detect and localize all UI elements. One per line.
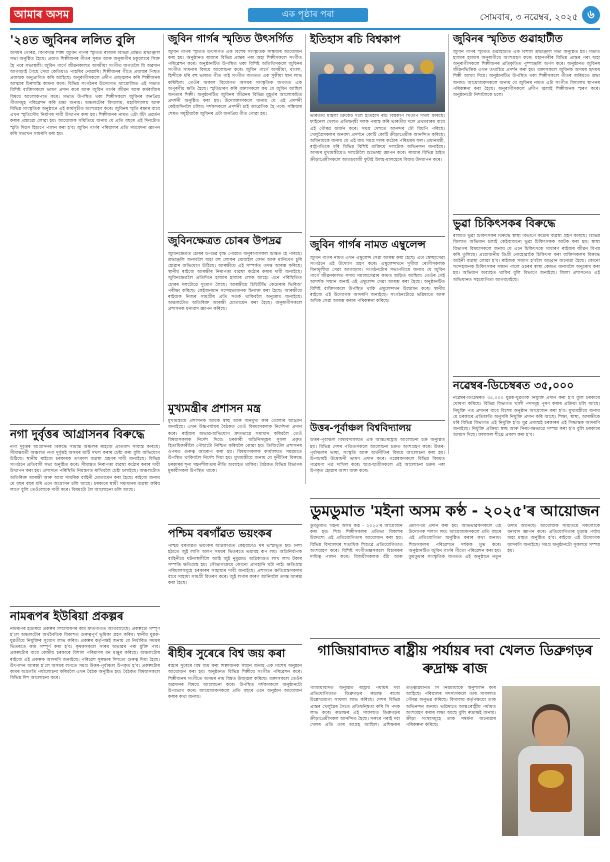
article-a5 xyxy=(453,218,600,370)
article-a12 xyxy=(10,610,160,853)
headline: ৰীহীৰ সুৰেৰে বিশ্ব জয় কৰা xyxy=(168,647,286,660)
headline: নামৰূপৰ ইউৰিয়া প্ৰকল্পৰ xyxy=(10,609,124,623)
headline: মুখ্যমন্ত্ৰীৰ প্ৰশাসন মন্ত্ৰ xyxy=(168,402,261,415)
column-divider xyxy=(448,34,449,454)
article-body: ৰাজ্যত ভুৱা চিকিৎসকৰ বিৰুদ্ধে স্বাস্থ্য বিভাগে কঠোৰ ব্যৱস্থা গ্ৰহণ কৰিছে। বিভিন্ন জিলাত অভিযান চলাই কেইবাজনো ভুৱা চিকিৎসকক আটক কৰা হয়। স্বাস্থ্য বিভাগৰ বিষয়াসকলে জনায় যে এনে চিকিৎসকে সাধাৰণ ৰাইজৰ জীৱন বিপন্ন কৰি তুলিছে। প্ৰয়োজনীয় ডিগ্ৰী নোহোৱাকৈ চিকিৎসা কৰা ব্যক্তিসকলৰ বিৰুদ্ধে আইনী ব্যৱস্থা লোৱা হ'ব। ৰাইজক সজাগ হ'বলৈ আহ্বান জনোৱা হৈছে। কোনো সন্দেহজনক চিকিৎসকৰ সন্ধান পালে ওচৰৰ স্বাস্থ্য কেন্দ্ৰত জনাবলৈ অনুৰোধ কৰা হয়। অভিযান অব্যাহত থাকিব বুলি বিভাগে জনাইছে। জিলা প্ৰশাসনেও এই অভিযানত সহযোগিতা আগবঢ়াইছে। xyxy=(453,234,600,283)
article-body: জুবিনক্ষেত্ৰত চোৰৰ উপদ্ৰৱ বৃদ্ধি পোৱাত অনুৰাগীসকল চিন্তিত হৈ পৰিছে। শ্ৰদ্ধাঞ্জলি জনাবলৈ অহা বহু লোকৰ মোবাইল ফোন আৰু মানিবেগ চুৰি হোৱাৰ অভিযোগ উঠিছে। আৰক্ষীয়ে এই সম্পৰ্কত তদন্ত আৰম্ভ কৰিছে। স্থানীয় ৰাইজে আৰক্ষীৰ নিৰাপত্তা ব্যৱস্থা কঠোৰ কৰাৰ দাবী জনাইছে। জুবিনক্ষেত্ৰলৈ প্ৰতিদিনে হাজাৰ হাজাৰ লোক আহে। এনে পৰিস্থিতিত চোৰৰ দলটোৱে সুযোগ লৈছে। আৰক্ষীয়ে চিচিটিভি কেমেৰাৰ ভিৰিঅ' পৰীক্ষা কৰিছে। কেইজনমান সন্দেহভাজনক চিনাক্ত কৰা হৈছে। আৰক্ষীয়ে ৰাইজক নিজৰ সামগ্ৰীৰ প্ৰতি সতৰ্ক থাকিবলৈ অনুৰোধ জনাইছে। অঞ্চলটোত অতিৰিক্ত আৰক্ষী মোতায়েন কৰা হৈছে। অনুৰাগীসকলে প্ৰশাসনক ধন্যবাদ জ্ঞাপন কৰিছে। xyxy=(168,251,302,313)
divider xyxy=(310,236,445,237)
column-divider xyxy=(305,34,306,484)
headline: ডুমডুমাত 'মইনা অসম কণ্ঠ - ২০২৫'ৰ আয়োজন xyxy=(310,502,600,520)
divider xyxy=(168,644,302,645)
article-body: উত্তৰ-পূৰ্বাঞ্চল বিশ্ববিদ্যালয়ত এক আন্তঃৰাষ্ট্ৰীয় আলোচনা চক্ৰ অনুষ্ঠিত হয়। বিভিন্ন দেশৰ পণ্ডিতসকলে আলোচনা চক্ৰত অংশগ্ৰহণ কৰে। উত্তৰ-পূৰ্বাঞ্চলৰ ভাষা, সংস্কৃতি আৰু অৰ্থনীতিৰ বিষয়ে আলোচনা কৰা হয়। উপাচাৰ্যই উদ্বোধনী ভাষণ প্ৰদান কৰে। গৱেষকসকলে বিভিন্ন বিষয়ত গৱেষণা পত্ৰ দাখিল কৰে। ছাত্ৰ-ছাত্ৰীসকলে এই আলোচনা চক্ৰৰ পৰা উপকৃত হোৱাৰ আশা ব্যক্ত কৰে। xyxy=(310,438,445,475)
headline: উত্তৰ-পূৰ্বাঞ্চল বিশ্ববিদ্যালয় xyxy=(310,423,412,434)
page-number: ৬ xyxy=(582,6,600,24)
divider xyxy=(10,424,160,425)
section-tag: এক পৃষ্ঠাৰ পৰা xyxy=(248,8,368,22)
divider xyxy=(168,232,302,233)
article-body: নৱেম্বৰ-ডিচেম্বৰত ৩৫,০০০ যুৱক-যুৱতীক নিযুক্তি প্ৰদান কৰা হ'ব বুলি চৰকাৰে ঘোষণা কৰিছে। বিভিন্ন বিভাগত খালী পদসমূহ পূৰণ কৰাৰ প্ৰক্ৰিয়া চলি আছে। নিযুক্তি পত্ৰ প্ৰদানৰ বাবে বিশেষ অনুষ্ঠান আয়োজন কৰা হ'ব। মুখ্যমন্ত্ৰীয়ে জনায় যে চৰকাৰে প্ৰতিশ্ৰুতি অনুসৰি নিযুক্তি প্ৰদান কৰি আছে। শিক্ষা, স্বাস্থ্য, আৰক্ষীকে ধৰি বিভিন্ন বিভাগত এই নিযুক্তি হ'ব। যুৱ প্ৰজন্মই চৰকাৰৰ এই সিদ্ধান্তক আদৰণি জনাইছে। নিযুক্তি প্ৰক্ৰিয়া স্বচ্ছ আৰু নিৰপেক্ষভাৱে সম্পন্ন কৰা হ'ব বুলি চৰকাৰে আশ্বাস দিছে। ফলাফল শীঘ্ৰে প্ৰকাশ কৰা হ'ব। xyxy=(453,396,600,439)
article-body: নামৰূপৰ ইউৰিয়া প্ৰকল্পৰ সম্প্ৰসাৰণৰ কাম দ্ৰুতগতিত আগবাঢ়িছে। প্ৰকল্পটো সম্পূৰ্ণ হ'লে অঞ্চলটোৰ অৰ্থনৈতিক বিকাশত গুৰুত্বপূৰ্ণ ভূমিকা গ্ৰহণ কৰিব। স্থানীয় যুৱক-যুৱতীয়ে নিযুক্তিৰ সুযোগ লাভ কৰিব। প্ৰকল্পৰ কৰ্তৃপক্ষই জনায় যে নিৰ্ধাৰিত সময়ৰ ভিতৰতে কাম সম্পূৰ্ণ কৰা হ'ব। কৃষকসকলে সাৰৰ অভাৱৰ পৰা মুক্তি পাব। প্ৰকল্পটোৰ বাবে কেন্দ্ৰীয় চৰকাৰে বিশাল পৰিমাণৰ ধন মঞ্জুৰ কৰিছে। অঞ্চলটোৰ ৰাইজে এই প্ৰকল্পক আদৰণি জনাইছে। পৰিৱেশ সুৰক্ষাৰ দিশতো গুৰুত্ব দিয়া হৈছে। উৎপাদন আৰম্ভ হ'লে অসমৰ লগতে সমগ্ৰ উত্তৰ-পূৰ্বাঞ্চল উপকৃত হ'ব। প্ৰকল্পটোৰ কামৰ অগ্ৰগতি পৰ্যালোচনা কৰিবলৈ এখন বৈঠক অনুষ্ঠিত হয়। বৈঠকত বিষয়াসকলে বিভিন্ন দিশ আলোচনা কৰে। xyxy=(10,626,160,682)
article-body: নগা দুৰ্বৃত্তৰ আগ্ৰাসনৰ বিৰুদ্ধে সীমান্ত অঞ্চলৰ ৰাইজে প্ৰতিবাদ সাব্যস্ত কৰিছে। সীমান্তবৰ্তী অঞ্চলত নগা দুৰ্বৃত্তই অসমৰ মাটি দখল কৰাৰ চেষ্টা কৰা বুলি অভিযোগ উঠিছে। স্থানীয় ৰাইজে চৰকাৰক তৎকাল ব্যৱস্থা গ্ৰহণৰ দাবী জনাইছে। বিভিন্ন সংগঠনে প্ৰতিবাদী সভা অনুষ্ঠিত কৰে। সীমান্তত নিৰাপত্তা ব্যৱস্থা কঠোৰ কৰাৰ দাবী উত্থাপন কৰা হয়। প্ৰশাসনে পৰিস্থিতি নিয়ন্ত্ৰণত ৰাখিবলৈ চেষ্টা চলাইছে। অঞ্চলটোত অতিৰিক্ত আৰক্ষী আৰু আধা সামৰিক বাহিনী মোতায়েন কৰা হৈছে। ৰাইজে জনায় যে বছৰ বছৰ ধৰি এনে আগ্ৰাসন চলি আছে। চৰকাৰে স্থায়ী সমাধানৰ ব্যৱস্থা কৰিব লাগে বুলি তেওঁলোকে দাবী কৰে। বিষয়টো লৈ আলোচনা চলি আছে। xyxy=(10,444,160,494)
divider xyxy=(168,524,302,525)
article-a7 xyxy=(310,240,445,416)
article-body: ৰীহীৰ সুৰেৰে বিশ্ব জয় কৰা শিল্পীজনক সন্মান জনাই এক বিশেষ অনুষ্ঠান আয়োজন কৰা হয়। অনুষ্ঠানত বিভিন্ন শিল্পীয়ে সংগীত পৰিৱেশন কৰে। শিল্পীজনৰ সংগীতে অসমৰ নাম বিশ্বত উজ্জ্বল কৰিছে। বক্তাসকলে তেওঁৰ অৱদানৰ বিষয়ে আলোচনা কৰে। উপস্থিত দৰ্শকসকলে অনুষ্ঠানটো উপভোগ কৰে। আয়োজকসকলে প্ৰতি বছৰে এনে অনুষ্ঠান আয়োজন কৰাৰ কথা জনায়। xyxy=(168,664,302,701)
column-divider xyxy=(163,34,164,422)
cricket-team-photo xyxy=(310,52,445,112)
headline: জুবিনৰ স্মৃতিত গুৱাহাটীত xyxy=(453,33,563,45)
chess-player-photo xyxy=(502,686,600,836)
article-a14 xyxy=(168,528,302,636)
article-a13 xyxy=(310,502,600,610)
newspaper-logo: আমাৰ অসম xyxy=(10,7,73,23)
article-a8 xyxy=(10,428,160,607)
article-body: জুবিন গাৰ্গৰ স্মৃতিত গুৱাহাটীত এক বিশাল শ্ৰদ্ধাঞ্জলি সভা অনুষ্ঠিত হয়। সভাত হাজাৰ হাজাৰ অনুৰাগীয়ে অংশগ্ৰহণ কৰে। মহানগৰীৰ বিভিন্ন প্ৰান্তৰ পৰা অহা অনুৰাগীসকলে শিল্পীজনৰ প্ৰতিকৃতিত পুষ্পাঞ্জলি অৰ্পণ কৰে। অনুষ্ঠানত জুবিনৰ জীৱনভিত্তিক এখন তথ্যচিত্ৰ প্ৰদৰ্শন কৰা হয়। বক্তাসকলে জুবিনক অসমৰ হৃদয়ৰ শিল্পী আখ্যা দিয়ে। অনুষ্ঠানটিত উপস্থিত থকা শিল্পীসকলে গীতৰ জৰিয়তে শ্ৰদ্ধা জনায়। আয়োজকসকলে জনায় যে জুবিনৰ নামত এটা সংগীত বিদ্যালয় স্থাপনৰ পৰিকল্পনা কৰা হৈছে। অনুৰাগীসকলে প্ৰদীপ জ্বলাই শিল্পীজনক স্মৰণ কৰে। অনুষ্ঠানটো নিশালৈকে চলে। xyxy=(453,49,600,98)
article-a15 xyxy=(310,642,600,729)
headline: জুবিনক্ষেত্ৰত চোৰৰ উপদ্ৰৱ xyxy=(168,235,282,247)
headline: ইতিহাস ৰচি বিশ্বকাপ xyxy=(310,33,401,46)
headline: নগা দুৰ্বৃত্তৰ আগ্ৰাসনৰ বিৰুদ্ধে xyxy=(10,427,145,441)
article-a3 xyxy=(310,34,445,230)
headline: পশ্চিম বৰগাঁৱত ভয়ংকৰ xyxy=(168,527,272,540)
article-body: ভাৰতীয় মহিলা ক্ৰিকেট দলে ইতিহাস ৰচি বিশ্বকাপ খিতাপ দখল কৰিছে। ফাইনেল খেলত প্ৰতিদ্বন্দ্বী দলক পৰাস্ত কৰি ভাৰতীয় দলে প্ৰথমবাৰৰ বাবে এই গৌৰৱ অৰ্জন কৰে। সমগ্ৰ দেশতে আনন্দৰ ঢৌ বিয়পি পৰিছে। খেলুৱৈসকলৰ অনবদ্য প্ৰদৰ্শনে কোটি কোটি ক্ৰীড়াপ্ৰেমীক আনন্দিত কৰিছে। অধিনায়কে জনায় যে এই জয় সমগ্ৰ দলৰ কঠোৰ পৰিশ্ৰমৰ ফল। প্ৰধানমন্ত্ৰী, ৰাষ্ট্ৰপতিকে ধৰি বিভিন্ন বিশিষ্ট ব্যক্তিয়ে দলটোক অভিনন্দন জনাইছে। অসমৰ মুখ্যমন্ত্ৰীয়েও দলটোলৈ শুভেচ্ছা জ্ঞাপন কৰে। ৰাজ্যৰ বিভিন্ন ঠাইত ক্ৰীড়াপ্ৰেমীসকলে আতচবাজী ফুটাই উলহ-মালহেৰে বিজয় উদযাপন কৰে। xyxy=(310,114,445,163)
divider xyxy=(453,376,600,377)
headline: জুবিন গাৰ্গৰ স্মৃতিত উৎসৰ্গিত xyxy=(168,33,293,45)
divider xyxy=(310,420,445,421)
article-body: অসমৰ গৌৰৱ, কিংবদন্তি শিল্পী জুবিন গাৰ্গৰ স্মৃতিত ৰাজ্যৰ বিভিন্ন প্ৰান্তত শ্ৰদ্ধাঞ্জলি সভা অনুষ্ঠিত হৈছে। প্ৰয়াত শিল্পীজনৰ গীতৰ সুৰত আৰু অনুৰাগীৰ চকুলোৰে সিক্ত হৈ পৰে সভাস্থলী। জুবিন গাৰ্গে জীৱনকালত অসমীয়া সংগীত জগতলৈ যি অৱদান আগবঢ়াই গৈছে সেয়া কেতিয়াও পাহৰিব নোৱাৰি। শিল্পীজনৰ গীতে প্ৰজন্মৰ পিছত প্ৰজন্মক অনুপ্ৰাণিত কৰি আহিছে। অনুৰাগীসকলে প্ৰদীপ প্ৰজ্জ্বলন কৰি শিল্পীজনৰ আত্মাৰ চিৰশান্তি কামনা কৰে। বিভিন্ন সংগঠনৰ উদ্যোগত আয়োজিত এই সভাত বিশিষ্ট ব্যক্তিসকলে ভাষণ প্ৰদান কৰে আৰু জুবিন গাৰ্গৰ জীৱন আৰু কৰ্মৰাজিৰ বিষয়ে আলোকপাত কৰে। সভাত উপস্থিত থকা শিল্পীসকলে জুবিনৰ জনপ্ৰিয় গীতসমূহ পৰিৱেশন কৰি শ্ৰদ্ধা জনায়। অঞ্চলটোৰ বিদ্যালয়, মহাবিদ্যালয় আৰু বিভিন্ন সাংস্কৃতিক অনুষ্ঠানে এই কাৰ্যসূচীত অংশগ্ৰহণ কৰে। জুবিনৰ স্মৃতি ৰক্ষাৰ বাবে এখন স্মৃতিসৌধ নিৰ্মাণৰ দাবী উত্থাপন কৰা হয়। শিল্পীজনৰ নামত এটা বঁটা প্ৰৱৰ্তন কৰাৰ প্ৰস্তাৱো লোৱা হয়। আয়োজক সমিতিয়ে জনায় যে প্ৰতি বছৰে এই দিনটোত স্মৃতি দিৱস হিচাপে পালন কৰা হ'ব। জুবিন গাৰ্গৰ পৰিয়ালৰ প্ৰতি সমবেদনা জ্ঞাপন কৰি সভাখন সামৰণি মৰা হয়। xyxy=(10,51,160,137)
article-a6 xyxy=(168,236,302,390)
article-body: জুবিন গাৰ্গৰ নামত এখন এম্বুলেন্স সেৱা আৰম্ভ কৰা হৈছে। এটা স্বেচ্ছাসেৱী সংগঠনে এই উদ্যোগ গ্ৰহণ কৰে। এম্বুলেন্সখনে দুখীয়া ৰোগীসকলক বিনামূলীয়া সেৱা আগবঢ়াব। সংগঠনটোৰ সভাপতিয়ে জনায় যে জুবিন গাৰ্গে জীৱনকালত সদায় সমাজসেৱাৰ কামত জড়িত আছিল। তেওঁৰ সেই আদৰ্শক সন্মান জনাই এই এম্বুলেন্স সেৱা আৰম্ভ কৰা হৈছে। অনুষ্ঠানটিত বিশিষ্ট ব্যক্তিসকলে উপস্থিত থাকি এম্বুলেন্সখন উদ্বোধন কৰে। স্থানীয় ৰাইজে এই উদ্যোগক আদৰণি জনাইছে। সংগঠনটোৱে ভৱিষ্যতে আৰু অধিক সেৱা আৰম্ভ কৰাৰ পৰিকল্পনা কৰিছে। xyxy=(310,255,445,304)
article-a11 xyxy=(310,424,445,500)
headline: '২৪ত জুবিনৰ ললিত বুলি xyxy=(10,33,135,47)
article-a1 xyxy=(10,34,160,397)
article-a9 xyxy=(453,380,600,492)
dateline: সোমবাৰ, ৩ নৱেম্বৰ, ২০২৫ xyxy=(479,13,578,23)
article-body: জুবিন গাৰ্গৰ স্মৃতিত উৎসৰ্গিত এক বিশেষ সাংস্কৃতিক সন্ধিয়াৰ আয়োজন কৰা হয়। অনুষ্ঠানত ৰাজ্যৰ বিভিন্ন প্ৰান্তৰ পৰা অহা শিল্পীসকলে সংগীত পৰিৱেশন কৰে। অনুষ্ঠানটিত উপস্থিত থকা বিশিষ্ট অতিথিসকলে জুবিনৰ সংগীত সাধনাৰ বিষয়ে আলোচনা কৰে। জুবিন গাৰ্গে অসমীয়া, বাংলা, হিন্দীকে ধৰি বহু ভাষাত গীত গাই সংগীত জগতত এক সুকীয়া স্থান লাভ কৰিছিল। তেওঁৰ অকাল বিয়োগত অসমৰ সাংস্কৃতিক জগতত এক অপূৰণীয় ক্ষতি হৈছে। স্মৃতিচাৰণ কৰি বক্তাসকলে কয় যে জুবিন আছিল জনতাৰ শিল্পী। অনুষ্ঠানটিত জুবিনৰ জীৱনৰ বিভিন্ন মুহূৰ্তৰ আলোকচিত্ৰ প্ৰদৰ্শনী অনুষ্ঠিত কৰা হয়। উদ্যোক্তাসকলে জনায় যে এই প্ৰদৰ্শনী কেইবাদিনলৈ চলিব। দৰ্শকসকলে প্ৰদৰ্শনী চাই আৱেগিক হৈ পৰে। সন্ধিয়াৰ শেষত সমূহীয়াকৈ জুবিনৰ এটা জনপ্ৰিয় গীত গোৱা হয়। xyxy=(168,49,302,117)
article-a16 xyxy=(168,648,302,850)
article-body: পশ্চিম বৰগাঁৱত ভয়ংকৰ অগ্নিকাণ্ডত কেইবাটাও ঘৰ ভস্মীভূত হয়। নিশা হঠাতে জুই লাগি অলপ সময়ৰ ভিতৰতে ভয়াবহ ৰূপ লয়। অগ্নিনিৰ্বাপক বাহিনীয়ে ঘটনাস্থলীলৈ আহি জুই নুমুৱায়। অগ্নিকাণ্ডত লাখ লাখ টকাৰ সম্পত্তি ক্ষতিগ্ৰস্ত হয়। সৌভাগ্যক্ৰমে কোনো প্ৰাণহানি ঘটা নাই। ক্ষতিগ্ৰস্ত পৰিয়ালসমূহে চৰকাৰৰ সাহায্যৰ দাবী জনাইছে। প্ৰশাসনে ক্ষতিগ্ৰস্তসকলৰ বাবে সাহায্য সামগ্ৰী বিতৰণ কৰে। জুই লগাৰ কাৰণ জানিবলৈ তদন্ত আৰম্ভ কৰা হৈছে। xyxy=(168,544,302,587)
masthead xyxy=(10,6,600,26)
article-body: মুখ্যমন্ত্ৰীয়ে প্ৰশাসনক অধিক স্বচ্ছ আৰু জনমুখী কৰি তোলাৰ আহ্বান জনাইছে। এখন উচ্চপৰ্যায়ৰ বৈঠকত তেওঁ বিষয়াসকলক নিৰ্দেশনা প্ৰদান কৰে। ৰাইজৰ অভাৱ-অভিযোগ দ্ৰুতভাৱে সমাধান কৰিবলৈ তেওঁ বিষয়াসকলক নিৰ্দেশ দিয়ে। চৰকাৰী আঁচনিসমূহৰ সুফল প্ৰকৃত হিতাধিকাৰীলৈ পৌছাটো নিশ্চিত কৰিবলৈ কোৱা হয়। ডিজিটেল প্ৰশাসনৰ ওপৰত গুৰুত্ব আৰোপ কৰা হয়। বিষয়াসকলক কাৰ্যালয়ত সময়মতে উপস্থিত থাকিবলৈ নিৰ্দেশ দিয়া হয়। মুখ্যমন্ত্ৰীয়ে জনায় যে দুৰ্নীতিৰ বিৰুদ্ধে চৰকাৰৰ শূন্য সহনশীলতাৰ নীতি অব্যাহত থাকিব। বৈঠকত বিভিন্ন বিভাগৰ মুৰব্বীসকল উপস্থিত থাকে। xyxy=(168,419,302,474)
article-a10 xyxy=(168,403,302,515)
article-a2 xyxy=(168,34,302,230)
divider xyxy=(310,498,600,499)
divider xyxy=(310,638,600,639)
headline: ভুৱা চিকিৎসকৰ বিৰুদ্ধে xyxy=(453,217,556,230)
article-body: গাজিয়াবাদত অনুষ্ঠিত ৰাষ্ট্ৰীয় পৰ্যায়ৰ দবা প্ৰতিযোগিতাত ডিব্ৰুগড়ৰ ৰুদ্ৰাক্ষ ৰাজে উল্লেখযোগ্য সাফল্য লাভ কৰিছে। দেশৰ বিভিন্ন প্ৰান্তৰ খেলুৱৈৰ সৈতে প্ৰতিদ্বন্দ্বিতা কৰি সি পদক লাভ কৰে। ৰুদ্ৰাক্ষৰ এই সাফল্যত ডিব্ৰুগড়ৰ ক্ৰীড়াপ্ৰেমীসকল আনন্দিত হৈছে। সৰুৰে পৰাই দবা খেলৰ প্ৰতি তাৰ আগ্ৰহ আছিল। প্ৰশিক্ষকৰ তত্ত্বাৱধানত সি নিয়মীয়াকৈ অনুশীলন কৰি আহিছে। পৰিয়ালৰ সদস্যসকলে তাৰ সাফল্যত গৌৰৱ অনুভৱ কৰিছে। বিদ্যালয় কৰ্তৃপক্ষয়ো তাক অভিনন্দন জনায়। ভৱিষ্যতে আন্তঃৰাষ্ট্ৰীয় পৰ্যায়ত অংশগ্ৰহণ কৰাৰ লক্ষ্য আছে বুলি ৰুদ্ৰাক্ষই জনায়। ক্ৰীড়া সংস্থাসমূহে তাক সম্বৰ্ধনা জনোৱাৰ পৰিকল্পনা কৰিছে। xyxy=(310,686,496,729)
headline: নৱেম্বৰ-ডিচেম্বৰত ৩৫,০০০ xyxy=(453,379,574,392)
article-a4 xyxy=(453,34,600,208)
article-body: ডুমডুমাত 'মইনা অসম কণ্ঠ - ২০২৫'ৰ আয়োজন কৰা হয়। শিশু শিল্পীসকলৰ প্ৰতিভা বিকাশৰ উদ্দেশ্যে এই প্ৰতিযোগিতাৰ আয়োজন কৰা হয়। বিভিন্ন বিদ্যালয়ৰ শতাধিক শিশুৱে প্ৰতিযোগিতাত অংশগ্ৰহণ কৰে। বিশিষ্ট সংগীতজ্ঞসকলে বিচাৰকৰ দায়িত্ব পালন কৰে। বিজয়ীসকলক বঁটা আৰু প্ৰমাণপত্ৰ প্ৰদান কৰা হয়। অভিভাৱকসকলে এই উদ্যোগক শলাগ লয়। আয়োজকসকলে প্ৰতি বছৰে এই প্ৰতিযোগিতা অনুষ্ঠিত কৰাৰ কথা জনায়। শিশুসকলৰ পৰিৱেশনে দৰ্শকক মুগ্ধ কৰে। অনুষ্ঠানটিত জুবিন গাৰ্গৰ গীতো পৰিৱেশন কৰা হয়। ডুমডুমাৰ সাংস্কৃতিক জগতত এই অনুষ্ঠানে নতুন উদ্যম আনিছে। আয়োজক সমিতিয়ে সকলোকে ধন্যবাদ জ্ঞাপন কৰে। প্ৰতিযোগিতাৰ চূড়ান্ত পৰ্যায় অহা মাহত অনুষ্ঠিত হ'ব। ৰাইজে এই উদ্যোগক আদৰণি জনাইছে। সমগ্ৰ অনুষ্ঠানটো সুকলমে সম্পন্ন হয়। xyxy=(310,524,600,561)
divider xyxy=(453,214,600,215)
headline: জুবিন গাৰ্গৰ নামত এম্বুলেন্স xyxy=(310,239,426,251)
header-rule xyxy=(10,28,600,30)
headline: গাজিয়াবাদত ৰাষ্ট্ৰীয় পৰ্যায়ৰ দবা খেলত ডিব্ৰুগড়ৰ ৰুদ্ৰাক্ষ ৰাজ xyxy=(317,643,593,677)
divider xyxy=(10,606,160,607)
